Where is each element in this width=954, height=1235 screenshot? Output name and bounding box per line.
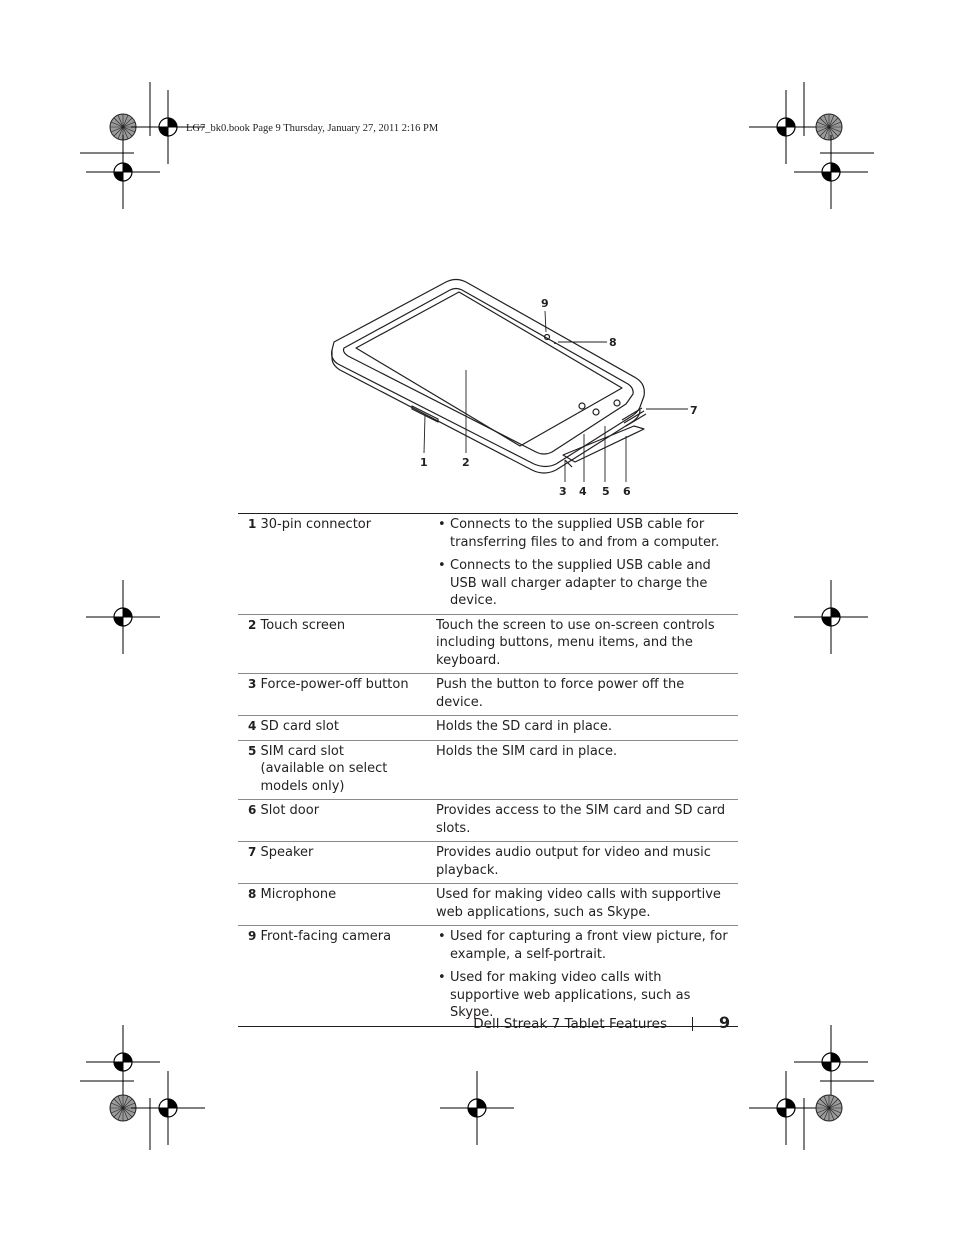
feature-description: Touch the screen to use on-screen controls including buttons, menu items, and the keyboard. (436, 617, 715, 668)
feature-label-cell (238, 884, 422, 926)
feature-label-cell (238, 842, 422, 884)
feature-number: 3 (248, 677, 257, 691)
tablet-illustration (320, 270, 720, 505)
callout-1: 1 (420, 456, 428, 469)
print-slug: LG7_bk0.book Page 9 Thursday, January 27, 2011 2:16 PM (186, 123, 439, 134)
table-row (238, 740, 738, 800)
callout-5: 5 (602, 485, 610, 498)
feature-number: 1 (248, 517, 257, 531)
callout-7: 7 (690, 404, 698, 417)
feature-label-cell (238, 614, 422, 674)
feature-description-cell (422, 842, 738, 884)
table-row (238, 716, 738, 741)
feature-label: 30-pin connector (260, 517, 372, 532)
page-number: 9 (719, 1013, 731, 1032)
list-item: • Used for making video calls with supportive web applications, such as Skype. (450, 969, 734, 1022)
list-item: • Used for capturing a front view picture, for example, a self-portrait. (450, 928, 734, 963)
feature-number: 8 (248, 887, 257, 901)
list-item: • Connects to the supplied USB cable for transferring files to and from a computer. (450, 516, 734, 551)
feature-description: Push the button to force power off the device. (436, 677, 685, 710)
feature-label: Front-facing camera (260, 929, 392, 944)
feature-number: 9 (248, 929, 257, 943)
feature-label-cell (238, 716, 422, 741)
feature-label-cell (238, 514, 422, 615)
feature-label-cell (238, 740, 422, 800)
callout-9: 9 (541, 297, 549, 310)
feature-description-cell (422, 716, 738, 741)
feature-number: 4 (248, 719, 257, 733)
feature-description: Holds the SD card in place. (436, 719, 613, 734)
feature-label-cell (238, 674, 422, 716)
feature-description-cell (422, 884, 738, 926)
bullet-list (436, 928, 734, 1022)
table-row (238, 926, 738, 1027)
table-row (238, 842, 738, 884)
feature-number: 7 (248, 845, 257, 859)
footer-title: Dell Streak 7 Tablet Features (473, 1016, 667, 1032)
table-row (238, 674, 738, 716)
callout-8: 8 (609, 336, 617, 349)
feature-label: Touch screen (260, 617, 346, 633)
feature-description: Holds the SIM card in place. (436, 743, 618, 759)
feature-description: Used for making video calls with supportive web applications, such as Skype. (436, 887, 721, 920)
feature-number: 2 (248, 617, 257, 632)
feature-label-cell (238, 926, 422, 1027)
bullet-list (436, 516, 734, 610)
callout-6: 6 (623, 485, 631, 498)
feature-label: Force-power-off button (260, 677, 409, 692)
table-row (238, 614, 738, 674)
feature-number: 5 (248, 743, 257, 758)
callout-3: 3 (559, 485, 567, 498)
feature-description-cell (422, 800, 738, 842)
table-row (238, 884, 738, 926)
feature-description-cell (422, 740, 738, 800)
list-item: • Connects to the supplied USB cable and USB wall charger adapter to charge the device. (450, 557, 734, 610)
callout-2: 2 (462, 456, 470, 469)
feature-description: Provides audio output for video and music playback. (436, 845, 711, 878)
feature-description-cell (422, 926, 738, 1027)
feature-description-cell (422, 514, 738, 615)
feature-label: Microphone (260, 887, 337, 902)
feature-description-cell (422, 614, 738, 674)
feature-description: Provides access to the SIM card and SD card slots. (436, 803, 726, 836)
footer-separator (692, 1017, 693, 1031)
feature-label: Slot door (260, 803, 320, 818)
feature-description-cell (422, 674, 738, 716)
feature-label: SD card slot (260, 719, 339, 734)
feature-label: Speaker (260, 845, 314, 860)
table-row (238, 800, 738, 842)
table-row (238, 514, 738, 615)
feature-label: SIM card slot (available on select models only) (260, 743, 388, 794)
feature-table (238, 513, 738, 1027)
feature-label-cell (238, 800, 422, 842)
feature-number: 6 (248, 803, 257, 817)
callout-4: 4 (579, 485, 587, 498)
